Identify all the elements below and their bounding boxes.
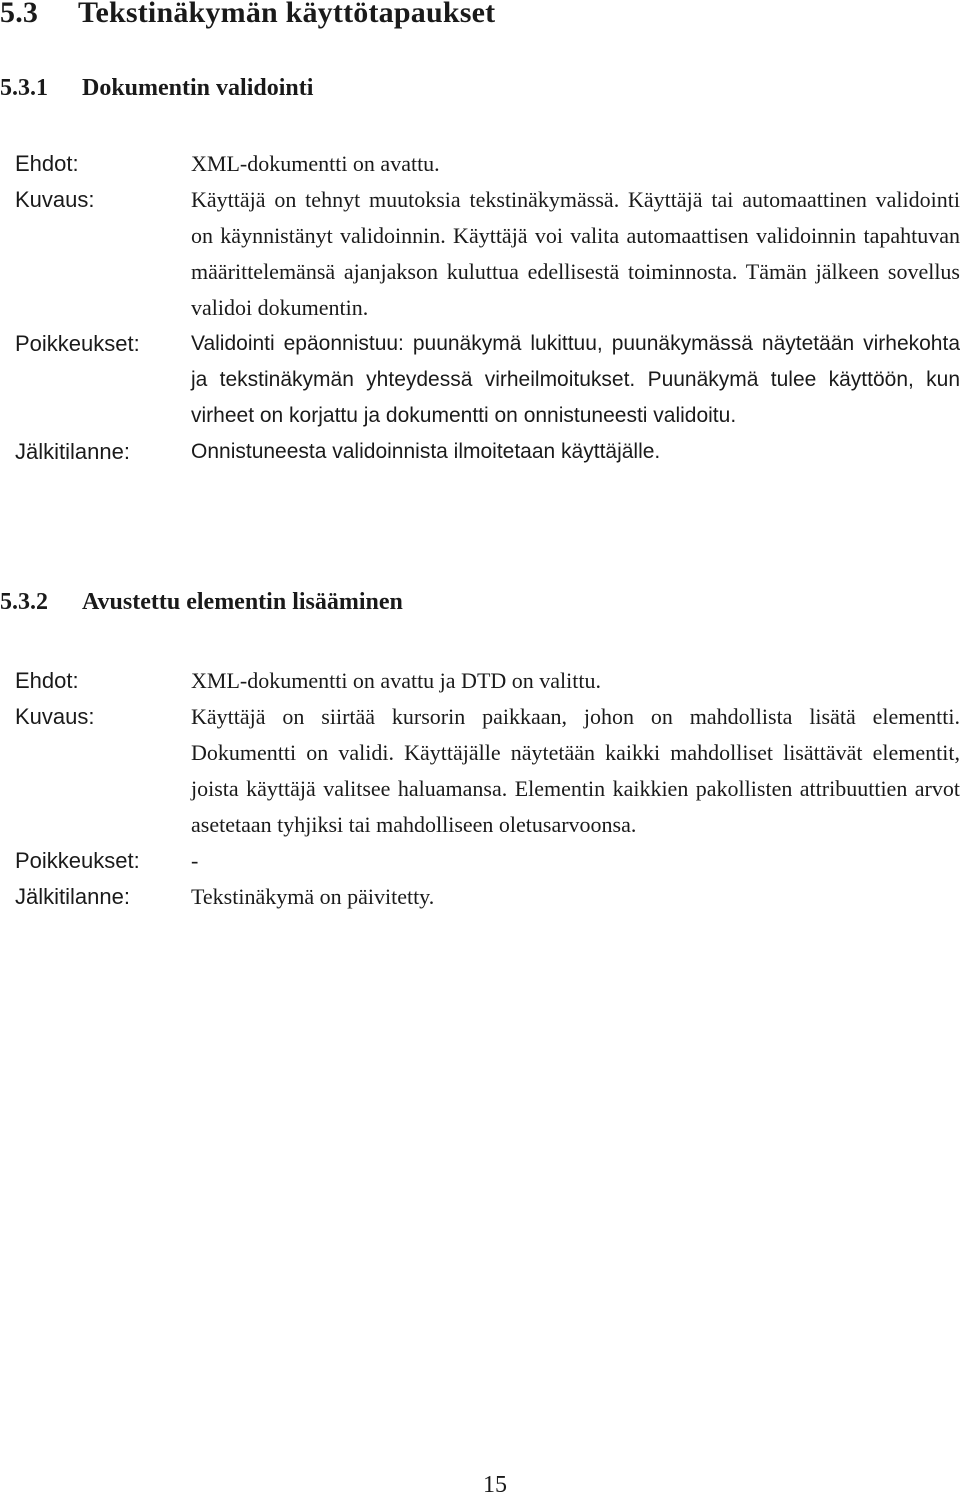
field-label: Ehdot: (15, 668, 79, 693)
subsection-title: Dokumentin validointi (82, 75, 314, 101)
field-row-exceptions (15, 326, 960, 434)
field-row-postcondition (15, 434, 960, 470)
page-number: 15 (483, 1472, 507, 1498)
subsection-heading (0, 75, 313, 102)
subsection-heading (0, 589, 403, 616)
field-label: Poikkeukset: (15, 848, 140, 873)
subsection-number: 5.3.2 (0, 589, 48, 615)
subsection-number: 5.3.1 (0, 75, 48, 101)
usecase-table (15, 146, 960, 470)
field-row-conditions (15, 663, 960, 699)
field-text: Onnistuneesta validoinnista ilmoitetaan käyttäjälle. (191, 440, 661, 463)
field-row-postcondition (15, 879, 960, 915)
field-row-conditions (15, 146, 960, 182)
field-text: Validointi epäonnistuu: puunäkymä lukittuu, puunäkymässä näytetään virhekohta ja tekstinäkymän yhteydessä virheilmoitukset. Puunäkymä tulee käyttöön, kun virheet on korjattu ja dokumentti on onnistuneesti validoitu. (191, 332, 960, 427)
field-label: Poikkeukset: (15, 331, 140, 356)
field-text: Käyttäjä on siirtää kursorin paikkaan, johon on mahdollista lisätä elementti. Dokumentti on validi. Käyttäjälle näytetään kaikki mahdolliset lisättävät elementit, joista käyttäjä valitsee haluamansa. Elementin kaikkien pakollisten attribuuttien arvot asetetaan tyhjiksi tai mahdolliseen oletusarvoonsa. (191, 704, 960, 837)
field-text: XML-dokumentti on avattu. (191, 151, 440, 176)
field-label: Ehdot: (15, 151, 79, 176)
field-text: Tekstinäkymä on päivitetty. (191, 884, 435, 909)
field-row-exceptions (15, 843, 960, 879)
field-row-description (15, 182, 960, 326)
usecase-table (15, 663, 960, 915)
section-number: 5.3 (0, 0, 39, 29)
field-text: - (191, 848, 199, 873)
field-label: Jälkitilanne: (15, 884, 130, 909)
section-title: Tekstinäkymän käyttötapaukset (78, 0, 496, 29)
subsection-title: Avustettu elementin lisääminen (82, 589, 403, 615)
field-label: Jälkitilanne: (15, 439, 130, 464)
field-text: XML-dokumentti on avattu ja DTD on valittu. (191, 668, 601, 693)
section-heading (0, 0, 495, 30)
field-label: Kuvaus: (15, 704, 95, 729)
field-text: Käyttäjä on tehnyt muutoksia tekstinäkymässä. Käyttäjä tai automaattinen validointi on käynnistänyt validoinnin. Käyttäjä voi valita automaattisen validoinnin tapahtuvan määrittelemänsä ajanjakson kuluttua edellisestä toiminnosta. Tämän jälkeen sovellus validoi dokumentin. (191, 187, 960, 320)
field-label: Kuvaus: (15, 187, 95, 212)
field-row-description (15, 699, 960, 843)
